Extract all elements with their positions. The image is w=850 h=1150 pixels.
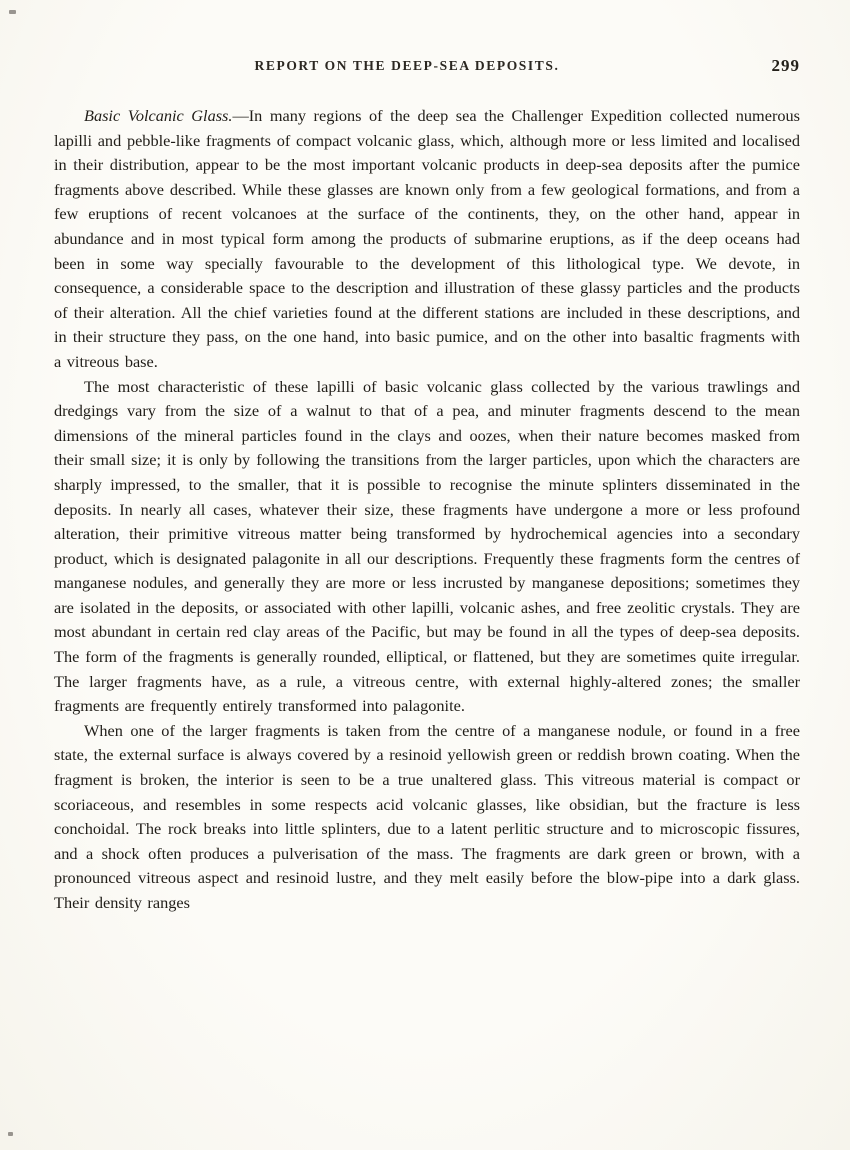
paragraph bbox=[54, 719, 800, 916]
paragraph-lead-italic: Basic Volcanic Glass. bbox=[84, 106, 233, 125]
paragraph bbox=[54, 104, 800, 375]
paragraph-text: —In many regions of the deep sea the Challenger Expedition collected numerous lapilli and pebble-like fragments of compact volcanic glass, which, although more or less limited and localised in their distribution, appear to be the most important volcanic products in deep-sea deposits after the pumice fragments above described. While these glasses are known only from a few geological formations, and from a few eruptions of recent volcanoes at the surface of the continents, they, on the other hand, appear in abundance and in most typical form among the products of submarine eruptions, as if the deep oceans had been in some way specially favourable to the development of this lithological type. We devote, in consequence, a considerable space to the description and illustration of these glassy particles and the products of their alteration. All the chief varieties found at the different stations are included in these descriptions, and in their structure they pass, on the one hand, into basic pumice, and on the other into basaltic fragments with a vitreous base. bbox=[54, 106, 800, 371]
paragraph bbox=[54, 375, 800, 719]
page-header bbox=[54, 56, 800, 80]
scan-artifact bbox=[8, 1132, 13, 1136]
running-title: REPORT ON THE DEEP-SEA DEPOSITS. bbox=[254, 58, 560, 73]
paragraph-text: The most characteristic of these lapilli of basic volcanic glass collected by the various trawlings and dredgings vary from the size of a walnut to that of a pea, and minuter fragments descend to the mean dimensions of the mineral particles found in the clays and oozes, when their nature becomes masked from their small size; it is only by following the transitions from the larger particles, upon which the characters are sharply impressed, to the smaller, that it is possible to recognise the minute splinters disseminated in the deposits. In nearly all cases, whatever their size, these fragments have undergone a more or less profound alteration, their primitive vitreous matter being transformed by hydrochemical agencies into a secondary product, which is designated palagonite in all our descriptions. Frequently these fragments form the centres of manganese nodules, and generally they are more or less incrusted by manganese depositions; sometimes they are isolated in the deposits, or associated with other lapilli, volcanic ashes, and free zeolitic crystals. They are most abundant in certain red clay areas of the Pacific, but may be found in all the types of deep-sea deposits. The form of the fragments is generally rounded, elliptical, or flattened, but they are sometimes quite irregular. The larger fragments have, as a rule, a vitreous centre, with external highly-altered zones; the smaller fragments are frequently entirely transformed into palagonite. bbox=[54, 376, 800, 716]
page-number: 299 bbox=[771, 56, 800, 75]
paragraph-text: When one of the larger fragments is taken from the centre of a manganese nodule, or found in a free state, the external surface is always covered by a resinoid yellowish green or reddish brown coating. When the fragment is broken, the interior is seen to be a true unaltered glass. This vitreous material is compact or scoriaceous, and resembles in some respects acid volcanic glasses, like obsidian, but the fracture is less conchoidal. The rock breaks into little splinters, due to a latent perlitic structure and to microscopic fissures, and a shock often produces a pulverisation of the mass. The fragments are dark green or brown, with a pronounced vitreous aspect and resinoid lustre, and they melt easily before the blow-pipe into a dark glass. Their density ranges bbox=[54, 720, 800, 912]
body-text bbox=[54, 104, 800, 916]
scan-artifact bbox=[9, 10, 16, 14]
